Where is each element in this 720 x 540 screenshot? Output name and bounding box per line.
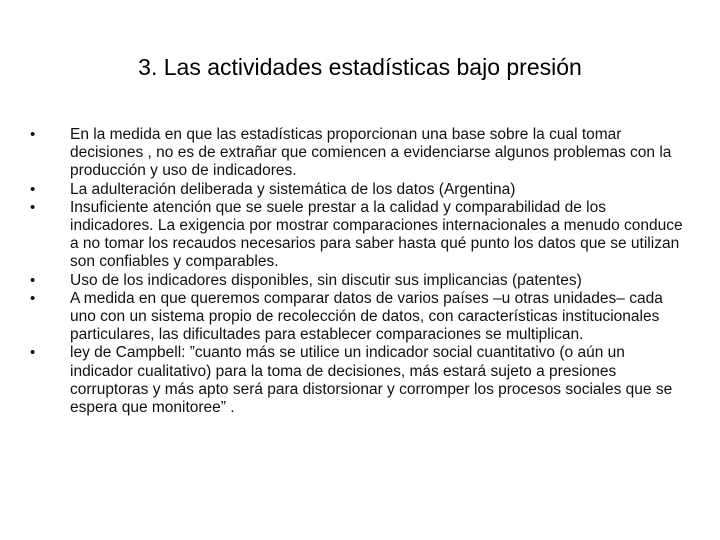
bullet-dot-icon: •: [30, 271, 36, 289]
bullet-item: [30, 290, 690, 345]
bullet-text: Insuficiente atención que se suele prestar a la calidad y comparabilidad de los indicadores. La exigencia por mostrar comparaciones internacionales a menudo conduce a no tomar los recaudos necesarios para saber hasta qué punto los datos que se utilizan son confiables y comparables.: [70, 198, 683, 271]
bullet-list: [30, 126, 690, 417]
bullet-item: [30, 272, 690, 290]
bullet-item: [30, 344, 690, 417]
bullet-text: Uso de los indicadores disponibles, sin discutir sus implicancias (patentes): [70, 271, 582, 289]
bullet-text: La adulteración deliberada y sistemática de los datos (Argentina): [70, 180, 516, 198]
bullet-text: A medida en que queremos comparar datos de varios países –u otras unidades– cada uno con un sistema propio de recolección de datos, con características institucionales particulares, las dificultades para establecer comparaciones se multiplican.: [70, 289, 663, 344]
bullet-dot-icon: •: [30, 198, 36, 216]
bullet-text: ley de Campbell: ”cuanto más se utilice un indicador social cuantitativo (o aún un indicador cualitativo) para la toma de decisiones, más estará sujeto a presiones corruptoras y más apto será para distorsionar y corromper los procesos sociales que se espera que monitoree” .: [70, 344, 673, 417]
bullet-item: [30, 199, 690, 272]
slide-title: 3. Las actividades estadísticas bajo presión: [138, 54, 582, 80]
bullet-item: [30, 181, 690, 199]
bullet-dot-icon: •: [30, 289, 36, 307]
bullet-item: [30, 126, 690, 181]
bullet-dot-icon: •: [30, 126, 36, 143]
bullet-dot-icon: •: [30, 180, 36, 198]
bullet-text: En la medida en que las estadísticas proporcionan una base sobre la cual tomar decisiones , no es de extrañar que comiencen a evidenciarse algunos problemas con la producción y uso de indicadores.: [70, 126, 672, 180]
bullet-dot-icon: •: [30, 344, 36, 362]
